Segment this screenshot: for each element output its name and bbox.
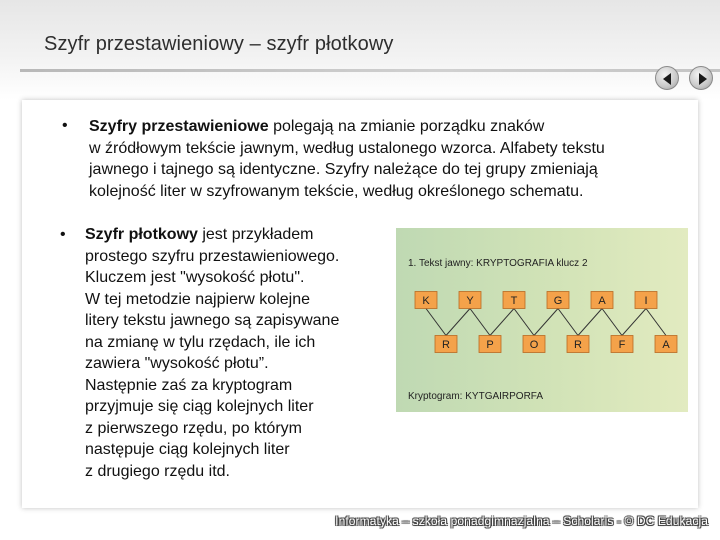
bullet-2-line: z drugiego rzędu itd. — [85, 462, 230, 480]
letter-box-row-1-y — [459, 292, 481, 309]
rail-fence-graphic — [396, 228, 688, 412]
letter-label: F — [618, 339, 626, 351]
footer-credits: Informatyka – szkoła ponadgimnazjalna – Scholaris - © DC Edukacja — [335, 514, 708, 528]
bullet-marker: • — [62, 117, 68, 134]
zigzag-connector — [534, 309, 558, 336]
letter-label: R — [442, 339, 450, 351]
bullet-1-text — [89, 116, 689, 202]
letter-box-row-2-f — [611, 336, 633, 353]
bullet-2-line: W tej metodzie najpierw kolejne — [85, 290, 310, 308]
letter-label: A — [598, 295, 606, 307]
letter-label: Y — [466, 295, 474, 307]
letter-label: O — [529, 339, 539, 351]
letter-label: A — [662, 339, 670, 351]
zigzag-connector — [446, 309, 470, 336]
letter-box-row-2-r — [567, 336, 589, 353]
bullet-2-line: Następnie zaś za kryptogram — [85, 376, 293, 394]
letter-label: P — [486, 339, 494, 351]
letter-label: T — [510, 295, 518, 307]
zigzag-connector — [470, 309, 490, 336]
bullet-2-line: litery tekstu jawnego są zapisywane — [85, 312, 340, 329]
arrow-right-icon — [690, 67, 714, 91]
letter-box-row-1-a — [591, 292, 613, 309]
arrow-left-icon — [656, 67, 680, 91]
zigzag-connector — [578, 309, 602, 336]
title-divider — [20, 69, 720, 72]
diagram-ciphertext: Kryptogram: KYTGAIRPORFA — [408, 391, 544, 402]
letter-label: I — [644, 295, 648, 307]
letter-box-row-2-a — [655, 336, 677, 353]
letter-box-row-1-i — [635, 292, 657, 309]
term-transposition-ciphers: Szyfry przestawieniowe — [89, 118, 269, 135]
page-title: Szyfr przestawieniowy – szyfr płotkowy — [44, 33, 394, 55]
zigzag-connector — [514, 309, 534, 336]
bullet-2-line: zawiera "wysokość płotu”. — [85, 355, 269, 372]
bullet-2-line: na zmianę w tylu rzędach, ile ich — [85, 333, 316, 351]
letter-box-row-2-p — [479, 336, 501, 353]
bullet-2-line: z pierwszego rzędu, po którym — [85, 419, 302, 437]
bullet-marker: • — [60, 226, 66, 243]
bullet-1-line-1: polegają na zmianie porządku znaków — [268, 118, 545, 135]
zigzag-connector — [426, 309, 446, 336]
zigzag-connector — [646, 309, 666, 336]
letter-box-row-2-o — [523, 336, 545, 353]
bullet-1-line-3: jawnego i tajnego są identyczne. Szyfry należące do tej grupy zmieniają — [89, 161, 598, 178]
zigzag-connector — [622, 309, 646, 336]
rail-fence-diagram — [396, 228, 688, 412]
bullet-1-line-4: kolejność liter w szyfrowanym tekście, według określonego schematu. — [89, 182, 584, 200]
bullet-2-line: Kluczem jest "wysokość płotu". — [85, 269, 305, 286]
zigzag-connector — [490, 309, 514, 336]
bullet-2-line-1: jest przykładem — [197, 226, 314, 243]
bullet-2-line: następuje ciąg kolejnych liter — [85, 441, 290, 458]
letter-box-row-1-g — [547, 292, 569, 309]
prev-slide-button[interactable] — [655, 66, 679, 90]
zigzag-connector — [558, 309, 578, 336]
letter-label: R — [574, 339, 582, 351]
diagram-title: 1. Tekst jawny: KRYPTOGRAFIA klucz 2 — [408, 258, 588, 269]
bullet-2-text — [85, 224, 385, 482]
letter-box-row-2-r — [435, 336, 457, 353]
letter-label: K — [422, 295, 430, 307]
letter-box-row-1-t — [503, 292, 525, 309]
bullet-1-line-2: w źródłowym tekście jawnym, według ustalonego wzorca. Alfabety tekstu — [89, 139, 605, 157]
zigzag-connector — [602, 309, 622, 336]
letter-label: G — [553, 295, 563, 307]
next-slide-button[interactable] — [689, 66, 713, 90]
letter-box-row-1-k — [415, 292, 437, 309]
bullet-2-line: przyjmuje się ciąg kolejnych liter — [85, 398, 314, 415]
term-rail-fence-cipher: Szyfr płotkowy — [85, 226, 198, 243]
bullet-2-line: prostego szyfru przestawieniowego. — [85, 247, 340, 265]
